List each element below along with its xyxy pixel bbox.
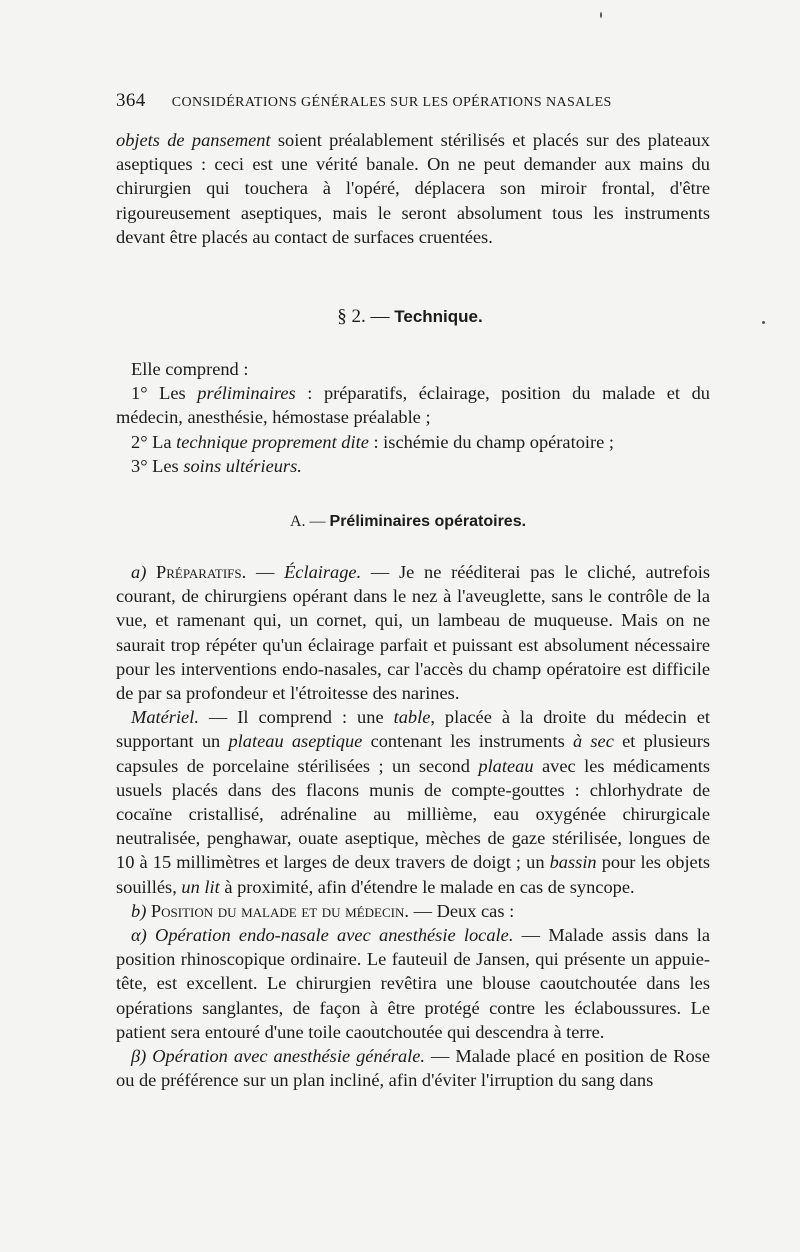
text-run: et plusieurs capsules de porcelaine stérilisées ; un second bbox=[116, 731, 711, 776]
page-number: 364 bbox=[116, 90, 146, 111]
section-title: Technique. bbox=[394, 307, 483, 326]
paragraph-preparatifs bbox=[116, 560, 710, 705]
run-in-heading: Opération avec anesthésie générale. bbox=[152, 1046, 426, 1067]
list-item bbox=[116, 430, 710, 454]
list-emphasis: soins ultérieurs. bbox=[183, 455, 302, 476]
emphasis: à sec bbox=[572, 731, 614, 752]
small-caps-heading: Préparatifs. bbox=[156, 562, 247, 582]
list-text: : ischémie du champ opératoire ; bbox=[368, 431, 614, 452]
list-number: 2° La bbox=[131, 431, 177, 452]
paragraph-text: — Deux cas : bbox=[409, 900, 515, 921]
emphasis: table bbox=[393, 707, 431, 728]
list-text: : préparatifs, éclairage, position du malade et du médecin, anesthésie, hémostase préalable ; bbox=[116, 383, 710, 428]
run-in-heading: Matériel. bbox=[131, 707, 199, 728]
paragraph-text: soient préalablement stérilisés et placés sur des plateaux aseptiques : ceci est une vérité banale. On ne peut demander aux mains du chirurgien qui touchera à l'opéré, déplacera son miroir frontal, d'être rigoureusement aseptiques, mais le seront absolument tous les instruments devant être placés au contact de surfaces cruentées. bbox=[116, 130, 710, 247]
paragraph-emphasis: objets de pansement bbox=[116, 130, 271, 150]
text-run: à proximité, afin d'étendre le malade en cas de syncope. bbox=[219, 876, 635, 897]
paragraph-beta bbox=[116, 1044, 710, 1092]
intro-lead: Elle comprend : bbox=[131, 359, 249, 379]
paragraph-alpha bbox=[116, 923, 710, 1044]
text-run: pour les objets souillés, bbox=[116, 852, 710, 897]
paragraph-text: — Je ne rééditerai pas le cliché, autrefois courant, de chirurgiens opérant dans le nez à l'aveuglette, sans le contrôle de la vue, et ramenant qui, un cornet, qui, un lambeau de muqueuse. Mais on ne saurait trop répéter qu'un éclairage parfait et puissant est absolument nécessaire pour les interventions endo-nasales, car l'accès du champ opératoire est difficile de par sa profondeur et l'étroitesse des narines. bbox=[116, 562, 710, 704]
text-run: — Il comprend : une bbox=[198, 707, 394, 728]
small-caps-heading: Position du malade et du médecin. bbox=[150, 900, 409, 921]
body-text bbox=[116, 560, 710, 1092]
list-item bbox=[116, 381, 710, 429]
item-label: β) bbox=[131, 1046, 153, 1067]
run-in-heading: Opération endo-nasale avec anesthésie locale. bbox=[155, 925, 514, 946]
subsection-letter: A. — bbox=[289, 513, 330, 530]
paragraph-continued bbox=[116, 128, 710, 249]
dash: — bbox=[246, 562, 285, 582]
paragraph-materiel bbox=[116, 705, 710, 899]
list-number: 3° Les bbox=[131, 455, 184, 476]
run-in-heading: Éclairage. bbox=[284, 562, 362, 582]
list-number: 1° Les bbox=[131, 383, 198, 404]
emphasis: plateau aseptique bbox=[228, 731, 363, 752]
item-label: a) bbox=[131, 562, 157, 582]
list-item bbox=[116, 454, 710, 478]
paragraph-text: — Malade placé en position de Rose ou de préférence sur un plan incliné, afin d'éviter l'irruption du sang dans bbox=[116, 1046, 710, 1091]
section-number: § 2. — bbox=[337, 306, 395, 327]
running-header bbox=[116, 90, 716, 112]
subsection-title: Préliminaires opératoires. bbox=[329, 513, 527, 530]
running-title: CONSIDÉRATIONS GÉNÉRALES SUR LES OPÉRATIONS NASALES bbox=[171, 95, 612, 110]
paper-speck bbox=[600, 12, 602, 18]
subsection-heading bbox=[8, 513, 800, 531]
text-run: , placée à la droite du médecin et supportant un bbox=[116, 707, 710, 752]
paper-speck bbox=[762, 321, 765, 324]
section-heading bbox=[10, 306, 800, 328]
emphasis: un lit bbox=[181, 876, 220, 897]
text-run: avec les médicaments usuels placés dans des flacons munis de compte-gouttes : chlorhydrate de cocaïne cristallisé, adrénaline au millième, eau oxygénée chirurgicale neutralisée, penghawar, ouate aseptique, mèches de gaze stérilisée, longues de 10 à 15 millimètres et larges de deux travers de doigt ; un bbox=[116, 755, 710, 873]
item-label: α) bbox=[131, 925, 156, 946]
item-label: b) bbox=[131, 900, 151, 921]
emphasis: plateau bbox=[478, 755, 534, 776]
paragraph-text: — Malade assis dans la position rhinoscopique ordinaire. Le fauteuil de Jansen, qui présente un appuie-tête, est excellent. Le chirurgien revêtira une blouse caoutchoutée dans les opérations sanglantes, de façon à être protégé contre les éclaboussures. Le patient sera entouré d'une toile caoutchoutée qui descendra à terre. bbox=[116, 925, 710, 1042]
emphasis: bassin bbox=[549, 852, 597, 873]
list-emphasis: préliminaires bbox=[197, 383, 296, 404]
list-emphasis: technique proprement dite bbox=[176, 431, 369, 452]
section-intro bbox=[116, 357, 710, 478]
text-run: contenant les instruments bbox=[362, 731, 573, 752]
paragraph-position bbox=[116, 899, 710, 923]
